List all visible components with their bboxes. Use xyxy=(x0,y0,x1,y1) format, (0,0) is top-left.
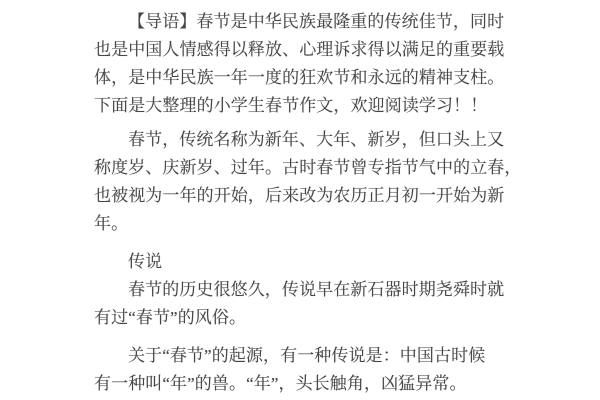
legend-heading xyxy=(94,248,506,276)
text-line: 也被视为一年的开始，后来改为农历正月初一开始为新 xyxy=(94,186,505,205)
text-line: 【导语】春节是中华民族最隆重的传统佳节，同时 xyxy=(128,12,505,31)
history-paragraph xyxy=(94,276,506,332)
origin-legend-paragraph xyxy=(94,342,506,398)
text-line: 春节，传统名称为新年、大年、新岁，但口头上又 xyxy=(128,130,505,149)
text-line: 下面是大整理的小学生春节作文，欢迎阅读学习！！ xyxy=(94,96,488,115)
intro-paragraph xyxy=(94,8,506,120)
text-line: 有一种叫“年”的兽。“年”，头长触角，凶猛异常。 xyxy=(94,374,467,393)
essay-text-block xyxy=(94,8,522,398)
definition-paragraph xyxy=(94,126,522,238)
text-line: 年。 xyxy=(94,214,129,233)
text-line: 体，是中华民族一年一度的狂欢节和永远的精神支柱。 xyxy=(94,68,505,87)
text-line: 春节的历史很悠久，传说早在新石器时期尧舜时就 xyxy=(128,280,505,299)
text-line: 也是中国人情感得以释放、心理诉求得以满足的重要载 xyxy=(94,40,505,59)
text-line: 有过“春节”的风俗。 xyxy=(94,308,247,327)
text-line: 称度岁、庆新岁、过年。古时春节曾专指节气中的立春， xyxy=(94,158,522,177)
text-line: 关于“春节”的起源，有一种传说是：中国古时候 xyxy=(128,346,486,365)
section-heading-text: 传说 xyxy=(128,252,163,271)
